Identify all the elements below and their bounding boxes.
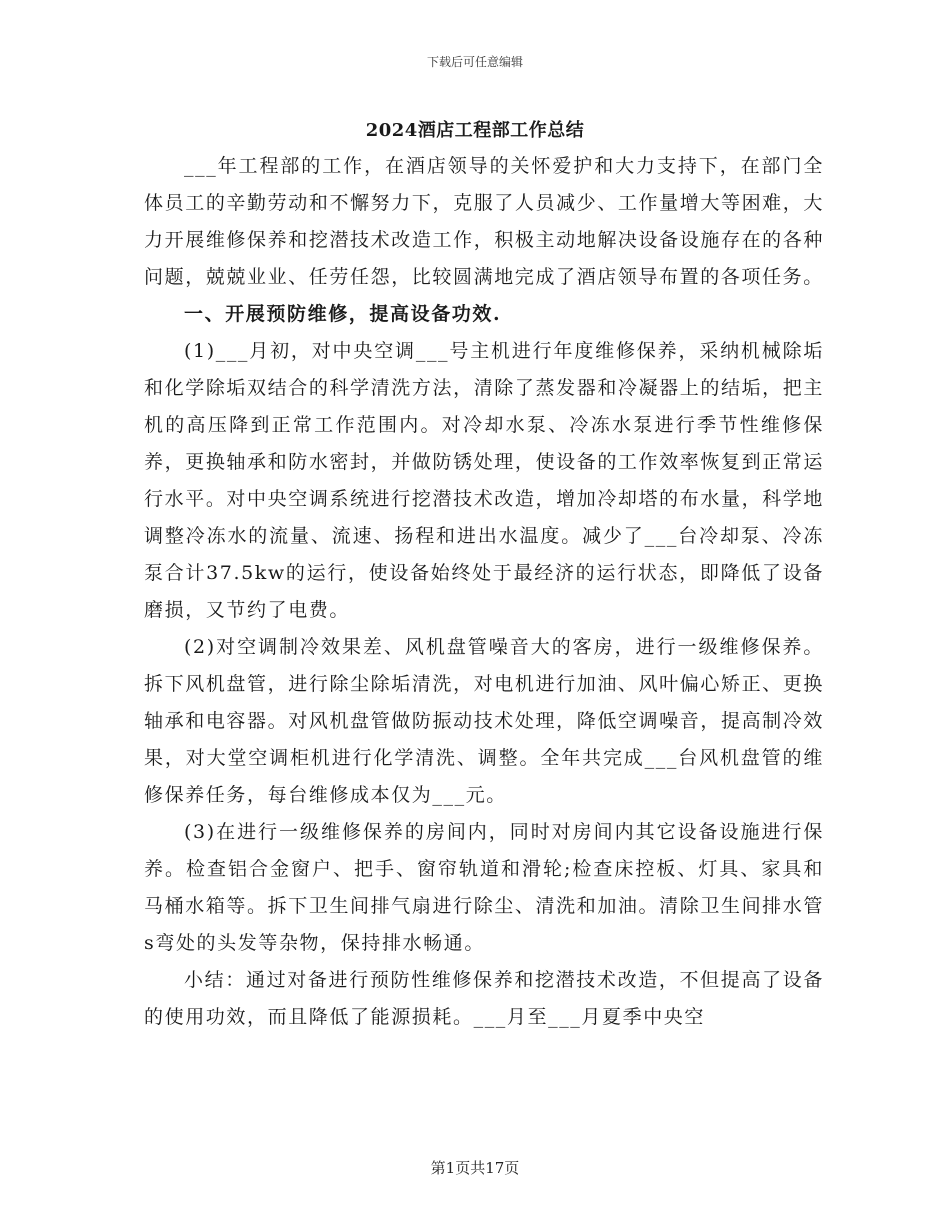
page-number: 第1页共17页 — [430, 1159, 520, 1177]
paragraph-intro: ___年工程部的工作，在酒店领导的关怀爱护和大力支持下，在部门全体员工的辛勤劳动和不懈努力下，克服了人员减少、工作量增大等困难，大力开展维修保养和挖潜技术改造工作，积极主动地解决设备设施存在的各种问题，兢兢业业、任劳任怨，比较圆满地完成了酒店领导布置的各项任务。 — [144, 155, 824, 288]
paragraph-item-1: (1)___月初，对中央空调___号主机进行年度维修保养，采纳机械除垢和化学除垢双结合的科学清洗方法，清除了蒸发器和冷凝器上的结垢，把主机的高压降到正常工作范围内。对冷却水泵、冷冻水泵进行季节性维修保养，更换轴承和防水密封，并做防锈处理，使设备的工作效率恢复到正常运行水平。对中央空调系统进行挖潜技术改造，增加冷却塔的布水量，科学地调整冷冻水的流量、流速、扬程和进出水温度。减少了___台冷却泵、冷冻泵合计37.5kw的运行，使设备始终处于最经济的运行状态，即降低了设备磨损，又节约了电费。 — [144, 340, 824, 621]
document-title: 2024酒店工程部工作总结 — [365, 120, 585, 141]
header-note: 下载后可任意编辑 — [426, 55, 523, 69]
paragraph-summary: 小结：通过对备进行预防性维修保养和挖潜技术改造，不但提高了设备的使用功效，而且降低了能源损耗。___月至___月夏季中央空 — [144, 969, 824, 1028]
document-body — [144, 148, 824, 1036]
paragraph-item-3: (3)在进行一级维修保养的房间内，同时对房间内其它设备设施进行保养。检查铝合金窗户、把手、窗帘轨道和滑轮;检查床控板、灯具、家具和马桶水箱等。拆下卫生间排气扇进行除尘、清洗和加油。清除卫生间排水管s弯处的头发等杂物，保持排水畅通。 — [144, 821, 824, 954]
paragraph-item-2: (2)对空调制冷效果差、风机盘管噪音大的客房，进行一级维修保养。拆下风机盘管，进行除尘除垢清洗，对电机进行加油、风叶偏心矫正、更换轴承和电容器。对风机盘管做防振动技术处理，降低空调噪音，提高制冷效果，对大堂空调柜机进行化学清洗、调整。全年共完成___台风机盘管的维修保养任务，每台维修成本仅为___元。 — [144, 636, 824, 806]
section-heading: 一、开展预防维修，提高设备功效. — [184, 303, 502, 325]
